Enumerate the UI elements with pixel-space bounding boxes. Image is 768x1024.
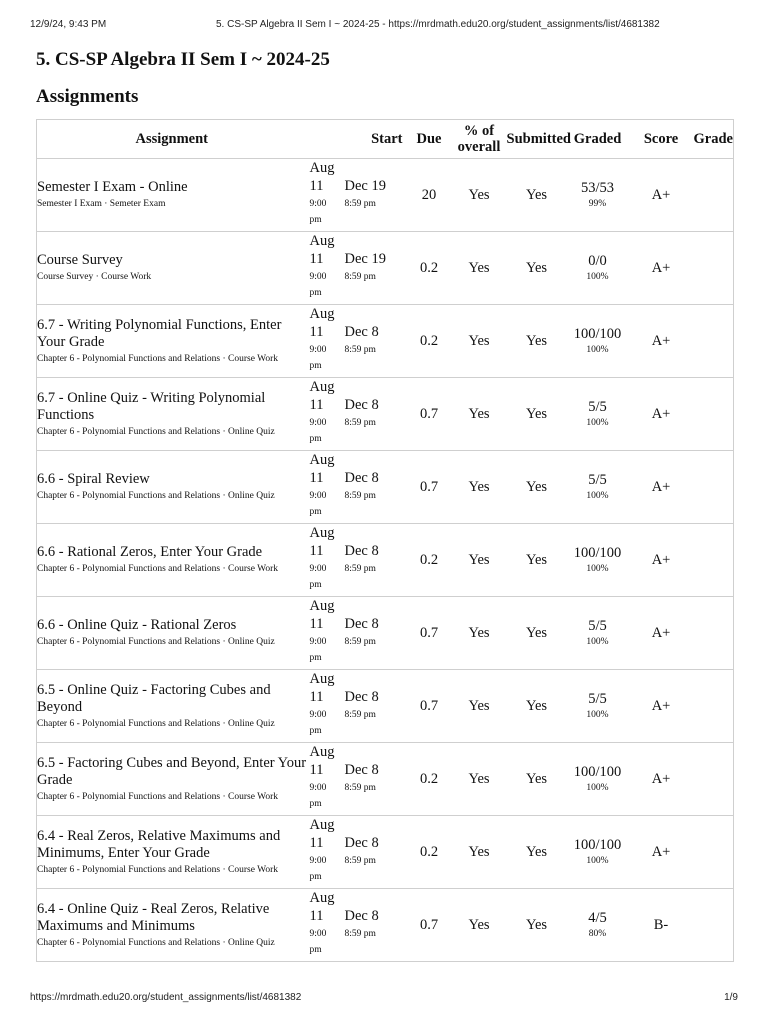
start-month: Aug — [309, 890, 335, 906]
table-row[interactable] — [37, 743, 734, 816]
graded-status: Yes — [507, 232, 567, 305]
assignment-category: Chapter 6 - Polynomial Functions and Relations · Course Work — [37, 353, 279, 364]
table-row[interactable] — [37, 889, 734, 962]
due-time: 8:59 pm — [344, 345, 376, 355]
score-percent: 100% — [586, 563, 609, 574]
assignment-category: Chapter 6 - Polynomial Functions and Relations · Online Quiz — [37, 426, 275, 437]
assignment-category: Chapter 6 - Polynomial Functions and Relations · Online Quiz — [37, 937, 275, 948]
start-ampm: pm — [309, 799, 322, 809]
due-time: 8:59 pm — [344, 637, 376, 647]
score-fraction: 5/5 — [588, 471, 607, 488]
grade-cell — [694, 889, 734, 962]
due-cell — [337, 451, 407, 524]
table-row[interactable] — [37, 524, 734, 597]
table-row[interactable] — [37, 451, 734, 524]
score-cell — [567, 378, 629, 451]
grade-cell — [694, 305, 734, 378]
score-percent: 100% — [586, 636, 609, 647]
pct-line2: overall — [457, 139, 501, 155]
due-cell — [337, 597, 407, 670]
assignment-category: Chapter 6 - Polynomial Functions and Relations · Online Quiz — [37, 491, 275, 501]
grade-cell — [694, 524, 734, 597]
start-ampm: pm — [309, 580, 322, 590]
start-day: 11 — [309, 689, 324, 705]
due-date: Dec 8 — [344, 908, 379, 924]
start-time: 9:00 — [309, 856, 327, 866]
assignment-category: Chapter 6 - Polynomial Functions and Relations · Course Work — [37, 564, 279, 574]
submitted-status: Yes — [452, 816, 507, 889]
start-month: Aug — [309, 525, 335, 541]
start-cell — [307, 378, 337, 451]
column-header-score[interactable]: Score — [629, 120, 694, 159]
grade-cell — [694, 159, 734, 232]
due-date: Dec 8 — [344, 835, 379, 851]
start-time: 9:00 — [309, 564, 327, 574]
score-cell — [567, 232, 629, 305]
due-date: Dec 19 — [344, 178, 386, 194]
due-date: Dec 8 — [344, 324, 379, 340]
due-date: Dec 8 — [344, 470, 379, 486]
start-ampm: pm — [309, 434, 322, 444]
start-cell — [307, 670, 337, 743]
start-cell — [307, 816, 337, 889]
grade-cell — [694, 378, 734, 451]
percent-overall: 0.2 — [407, 816, 452, 889]
submitted-status: Yes — [452, 597, 507, 670]
score-cell — [567, 451, 629, 524]
percent-overall: 0.7 — [407, 597, 452, 670]
score-percent: 100% — [586, 417, 609, 428]
table-row[interactable] — [37, 670, 734, 743]
assignment-title[interactable]: 6.5 - Factoring Cubes and Beyond, Enter Your Grade — [37, 754, 307, 788]
due-time: 8:59 pm — [344, 272, 376, 282]
percent-overall: 0.7 — [407, 451, 452, 524]
start-ampm: pm — [309, 288, 322, 298]
percent-overall: 0.2 — [407, 743, 452, 816]
start-day: 11 — [309, 251, 324, 267]
submitted-status: Yes — [452, 378, 507, 451]
score-percent: 100% — [586, 344, 609, 355]
graded-status: Yes — [507, 889, 567, 962]
start-day: 11 — [309, 543, 324, 559]
table-row[interactable] — [37, 378, 734, 451]
grade-cell — [694, 451, 734, 524]
print-page-title: 5. CS-SP Algebra II Sem I ~ 2024-25 - https://mrdmath.edu20.org/student_assignments/list/4681382 — [216, 19, 660, 30]
assignment-title[interactable]: 6.6 - Rational Zeros, Enter Your Grade — [37, 544, 263, 560]
assignment-category: Semester I Exam · Semeter Exam — [37, 199, 166, 209]
letter-grade: A+ — [629, 451, 694, 524]
score-fraction: 100/100 — [573, 544, 622, 561]
letter-grade: A+ — [629, 670, 694, 743]
assignment-cell — [37, 451, 307, 524]
print-header — [0, 19, 768, 33]
assignment-category: Course Survey · Course Work — [37, 272, 152, 282]
assignment-title[interactable]: 6.6 - Spiral Review — [37, 471, 150, 487]
score-cell — [567, 889, 629, 962]
graded-status: Yes — [507, 743, 567, 816]
print-footer — [0, 992, 768, 1006]
start-month: Aug — [309, 598, 335, 614]
assignment-category: Chapter 6 - Polynomial Functions and Relations · Course Work — [37, 864, 279, 875]
score-fraction: 53/53 — [581, 179, 615, 196]
start-month: Aug — [309, 452, 335, 468]
grade-cell — [694, 597, 734, 670]
start-cell — [307, 743, 337, 816]
course-title: 5. CS-SP Algebra II Sem I ~ 2024-25 — [36, 49, 330, 70]
start-time: 9:00 — [309, 272, 327, 282]
score-percent: 80% — [588, 928, 607, 939]
score-percent: 100% — [586, 709, 609, 720]
start-day: 11 — [309, 470, 324, 486]
assignment-title[interactable]: 6.6 - Online Quiz - Rational Zeros — [37, 617, 237, 633]
assignment-category: Chapter 6 - Polynomial Functions and Relations · Online Quiz — [37, 637, 275, 647]
page-number: 1/9 — [724, 992, 738, 1003]
score-fraction: 100/100 — [573, 763, 622, 780]
due-date: Dec 8 — [344, 616, 379, 632]
start-cell — [307, 524, 337, 597]
assignment-cell — [37, 816, 307, 889]
assignment-title[interactable]: 6.4 - Online Quiz - Real Zeros, Relative Maximums and Minimums — [37, 900, 270, 934]
graded-status: Yes — [507, 159, 567, 232]
assignment-cell — [37, 524, 307, 597]
score-fraction: 0/0 — [588, 252, 607, 269]
column-header-grade[interactable]: Grade — [694, 120, 734, 159]
due-cell — [337, 743, 407, 816]
due-cell — [337, 305, 407, 378]
start-time: 9:00 — [309, 345, 327, 355]
pct-line1: % of — [463, 123, 495, 139]
letter-grade: B- — [629, 889, 694, 962]
assignment-cell — [37, 378, 307, 451]
start-month: Aug — [309, 744, 335, 760]
start-time: 9:00 — [309, 199, 327, 209]
score-cell — [567, 159, 629, 232]
graded-status: Yes — [507, 816, 567, 889]
table-header-row — [37, 120, 734, 159]
start-cell — [307, 232, 337, 305]
score-cell — [567, 524, 629, 597]
start-month: Aug — [309, 817, 335, 833]
assignment-title[interactable]: 6.5 - Online Quiz - Factoring Cubes and Beyond — [37, 681, 271, 715]
due-date: Dec 8 — [344, 397, 379, 413]
percent-overall: 0.2 — [407, 305, 452, 378]
column-header-assignment[interactable]: Assignment — [37, 120, 307, 159]
due-time: 8:59 pm — [344, 783, 376, 793]
due-time: 8:59 pm — [344, 491, 376, 501]
start-ampm: pm — [309, 726, 322, 736]
due-time: 8:59 pm — [344, 418, 376, 428]
start-ampm: pm — [309, 653, 322, 663]
letter-grade: A+ — [629, 378, 694, 451]
column-header-due-label: Due — [416, 130, 442, 147]
start-day: 11 — [309, 324, 324, 340]
percent-overall: 0.7 — [407, 378, 452, 451]
score-percent: 100% — [586, 855, 609, 866]
score-cell — [567, 816, 629, 889]
due-date: Dec 19 — [344, 251, 386, 267]
due-time: 8:59 pm — [344, 564, 376, 574]
column-header-start[interactable]: Start — [307, 120, 407, 159]
table-row[interactable] — [37, 305, 734, 378]
assignment-cell — [37, 889, 307, 962]
percent-overall: 0.2 — [407, 232, 452, 305]
score-percent: 100% — [586, 782, 609, 793]
percent-overall: 0.7 — [407, 670, 452, 743]
start-day: 11 — [309, 762, 324, 778]
start-ampm: pm — [309, 507, 322, 517]
due-cell — [337, 670, 407, 743]
start-time: 9:00 — [309, 710, 327, 720]
score-cell — [567, 597, 629, 670]
assignment-title[interactable]: Semester I Exam - Online — [37, 179, 188, 195]
letter-grade: A+ — [629, 524, 694, 597]
column-header-percent-overall[interactable] — [452, 120, 507, 159]
assignment-cell — [37, 305, 307, 378]
score-percent: 99% — [588, 198, 607, 209]
graded-status: Yes — [507, 305, 567, 378]
column-header-due[interactable] — [407, 120, 452, 159]
assignment-cell — [37, 159, 307, 232]
start-cell — [307, 451, 337, 524]
score-fraction: 5/5 — [588, 617, 607, 634]
start-month: Aug — [309, 233, 335, 249]
due-time: 8:59 pm — [344, 199, 376, 209]
assignment-title[interactable]: 6.7 - Online Quiz - Writing Polynomial Functions — [37, 389, 266, 423]
column-header-graded[interactable]: Graded — [567, 120, 629, 159]
score-fraction: 5/5 — [588, 398, 607, 415]
start-month: Aug — [309, 160, 335, 176]
start-ampm: pm — [309, 945, 322, 955]
due-cell — [337, 378, 407, 451]
due-cell — [337, 524, 407, 597]
score-cell — [567, 743, 629, 816]
start-cell — [307, 889, 337, 962]
table-row[interactable] — [37, 816, 734, 889]
assignment-cell — [37, 743, 307, 816]
start-cell — [307, 159, 337, 232]
start-month: Aug — [309, 671, 335, 687]
graded-status: Yes — [507, 378, 567, 451]
graded-status: Yes — [507, 597, 567, 670]
submitted-status: Yes — [452, 232, 507, 305]
start-cell — [307, 597, 337, 670]
due-date: Dec 8 — [344, 543, 379, 559]
letter-grade: A+ — [629, 743, 694, 816]
column-header-submitted[interactable]: Submitted — [507, 120, 567, 159]
letter-grade: A+ — [629, 232, 694, 305]
submitted-status: Yes — [452, 451, 507, 524]
score-fraction: 100/100 — [573, 325, 622, 342]
grade-cell — [694, 816, 734, 889]
percent-overall: 0.7 — [407, 889, 452, 962]
letter-grade: A+ — [629, 816, 694, 889]
grade-cell — [694, 670, 734, 743]
grade-cell — [694, 743, 734, 816]
start-cell — [307, 305, 337, 378]
print-url: https://mrdmath.edu20.org/student_assignments/list/4681382 — [30, 992, 302, 1003]
due-cell — [337, 889, 407, 962]
start-day: 11 — [309, 616, 324, 632]
section-title: Assignments — [36, 86, 139, 107]
print-datetime: 12/9/24, 9:43 PM — [30, 19, 107, 30]
start-ampm: pm — [309, 872, 322, 882]
letter-grade: A+ — [629, 597, 694, 670]
score-cell — [567, 305, 629, 378]
score-cell — [567, 670, 629, 743]
submitted-status: Yes — [452, 159, 507, 232]
submitted-status: Yes — [452, 524, 507, 597]
assignment-cell — [37, 597, 307, 670]
start-ampm: pm — [309, 361, 322, 371]
start-time: 9:00 — [309, 929, 327, 939]
due-date: Dec 8 — [344, 689, 379, 705]
percent-overall: 0.2 — [407, 524, 452, 597]
percent-overall: 20 — [407, 159, 452, 232]
submitted-status: Yes — [452, 670, 507, 743]
score-percent: 100% — [586, 271, 609, 282]
submitted-status: Yes — [452, 305, 507, 378]
score-fraction: 100/100 — [573, 836, 622, 853]
start-time: 9:00 — [309, 637, 327, 647]
letter-grade: A+ — [629, 305, 694, 378]
start-month: Aug — [309, 379, 335, 395]
grade-cell — [694, 232, 734, 305]
due-time: 8:59 pm — [344, 710, 376, 720]
assignment-category: Chapter 6 - Polynomial Functions and Relations · Course Work — [37, 791, 279, 802]
score-fraction: 4/5 — [588, 909, 607, 926]
assignment-cell — [37, 670, 307, 743]
due-date: Dec 8 — [344, 762, 379, 778]
letter-grade: A+ — [629, 159, 694, 232]
assignment-title[interactable]: Course Survey — [37, 252, 123, 268]
due-time: 8:59 pm — [344, 856, 376, 866]
due-cell — [337, 232, 407, 305]
start-time: 9:00 — [309, 418, 327, 428]
table-row[interactable] — [37, 597, 734, 670]
start-day: 11 — [309, 908, 324, 924]
due-cell — [337, 816, 407, 889]
assignment-title[interactable]: 6.7 - Writing Polynomial Functions, Enter Your Grade — [37, 316, 282, 350]
submitted-status: Yes — [452, 889, 507, 962]
start-time: 9:00 — [309, 491, 327, 501]
assignments-table — [36, 119, 734, 962]
graded-status: Yes — [507, 524, 567, 597]
score-percent: 100% — [586, 490, 609, 501]
due-cell — [337, 159, 407, 232]
submitted-status: Yes — [452, 743, 507, 816]
start-ampm: pm — [309, 215, 322, 225]
score-fraction: 5/5 — [588, 690, 607, 707]
table-row[interactable] — [37, 232, 734, 305]
start-time: 9:00 — [309, 783, 327, 793]
graded-status: Yes — [507, 451, 567, 524]
assignment-title[interactable]: 6.4 - Real Zeros, Relative Maximums and Minimums, Enter Your Grade — [37, 827, 281, 861]
assignment-category: Chapter 6 - Polynomial Functions and Relations · Online Quiz — [37, 718, 275, 729]
start-month: Aug — [309, 306, 335, 322]
assignment-cell — [37, 232, 307, 305]
start-day: 11 — [309, 178, 324, 194]
start-day: 11 — [309, 835, 324, 851]
graded-status: Yes — [507, 670, 567, 743]
start-day: 11 — [309, 397, 324, 413]
table-row[interactable] — [37, 159, 734, 232]
due-time: 8:59 pm — [344, 929, 376, 939]
